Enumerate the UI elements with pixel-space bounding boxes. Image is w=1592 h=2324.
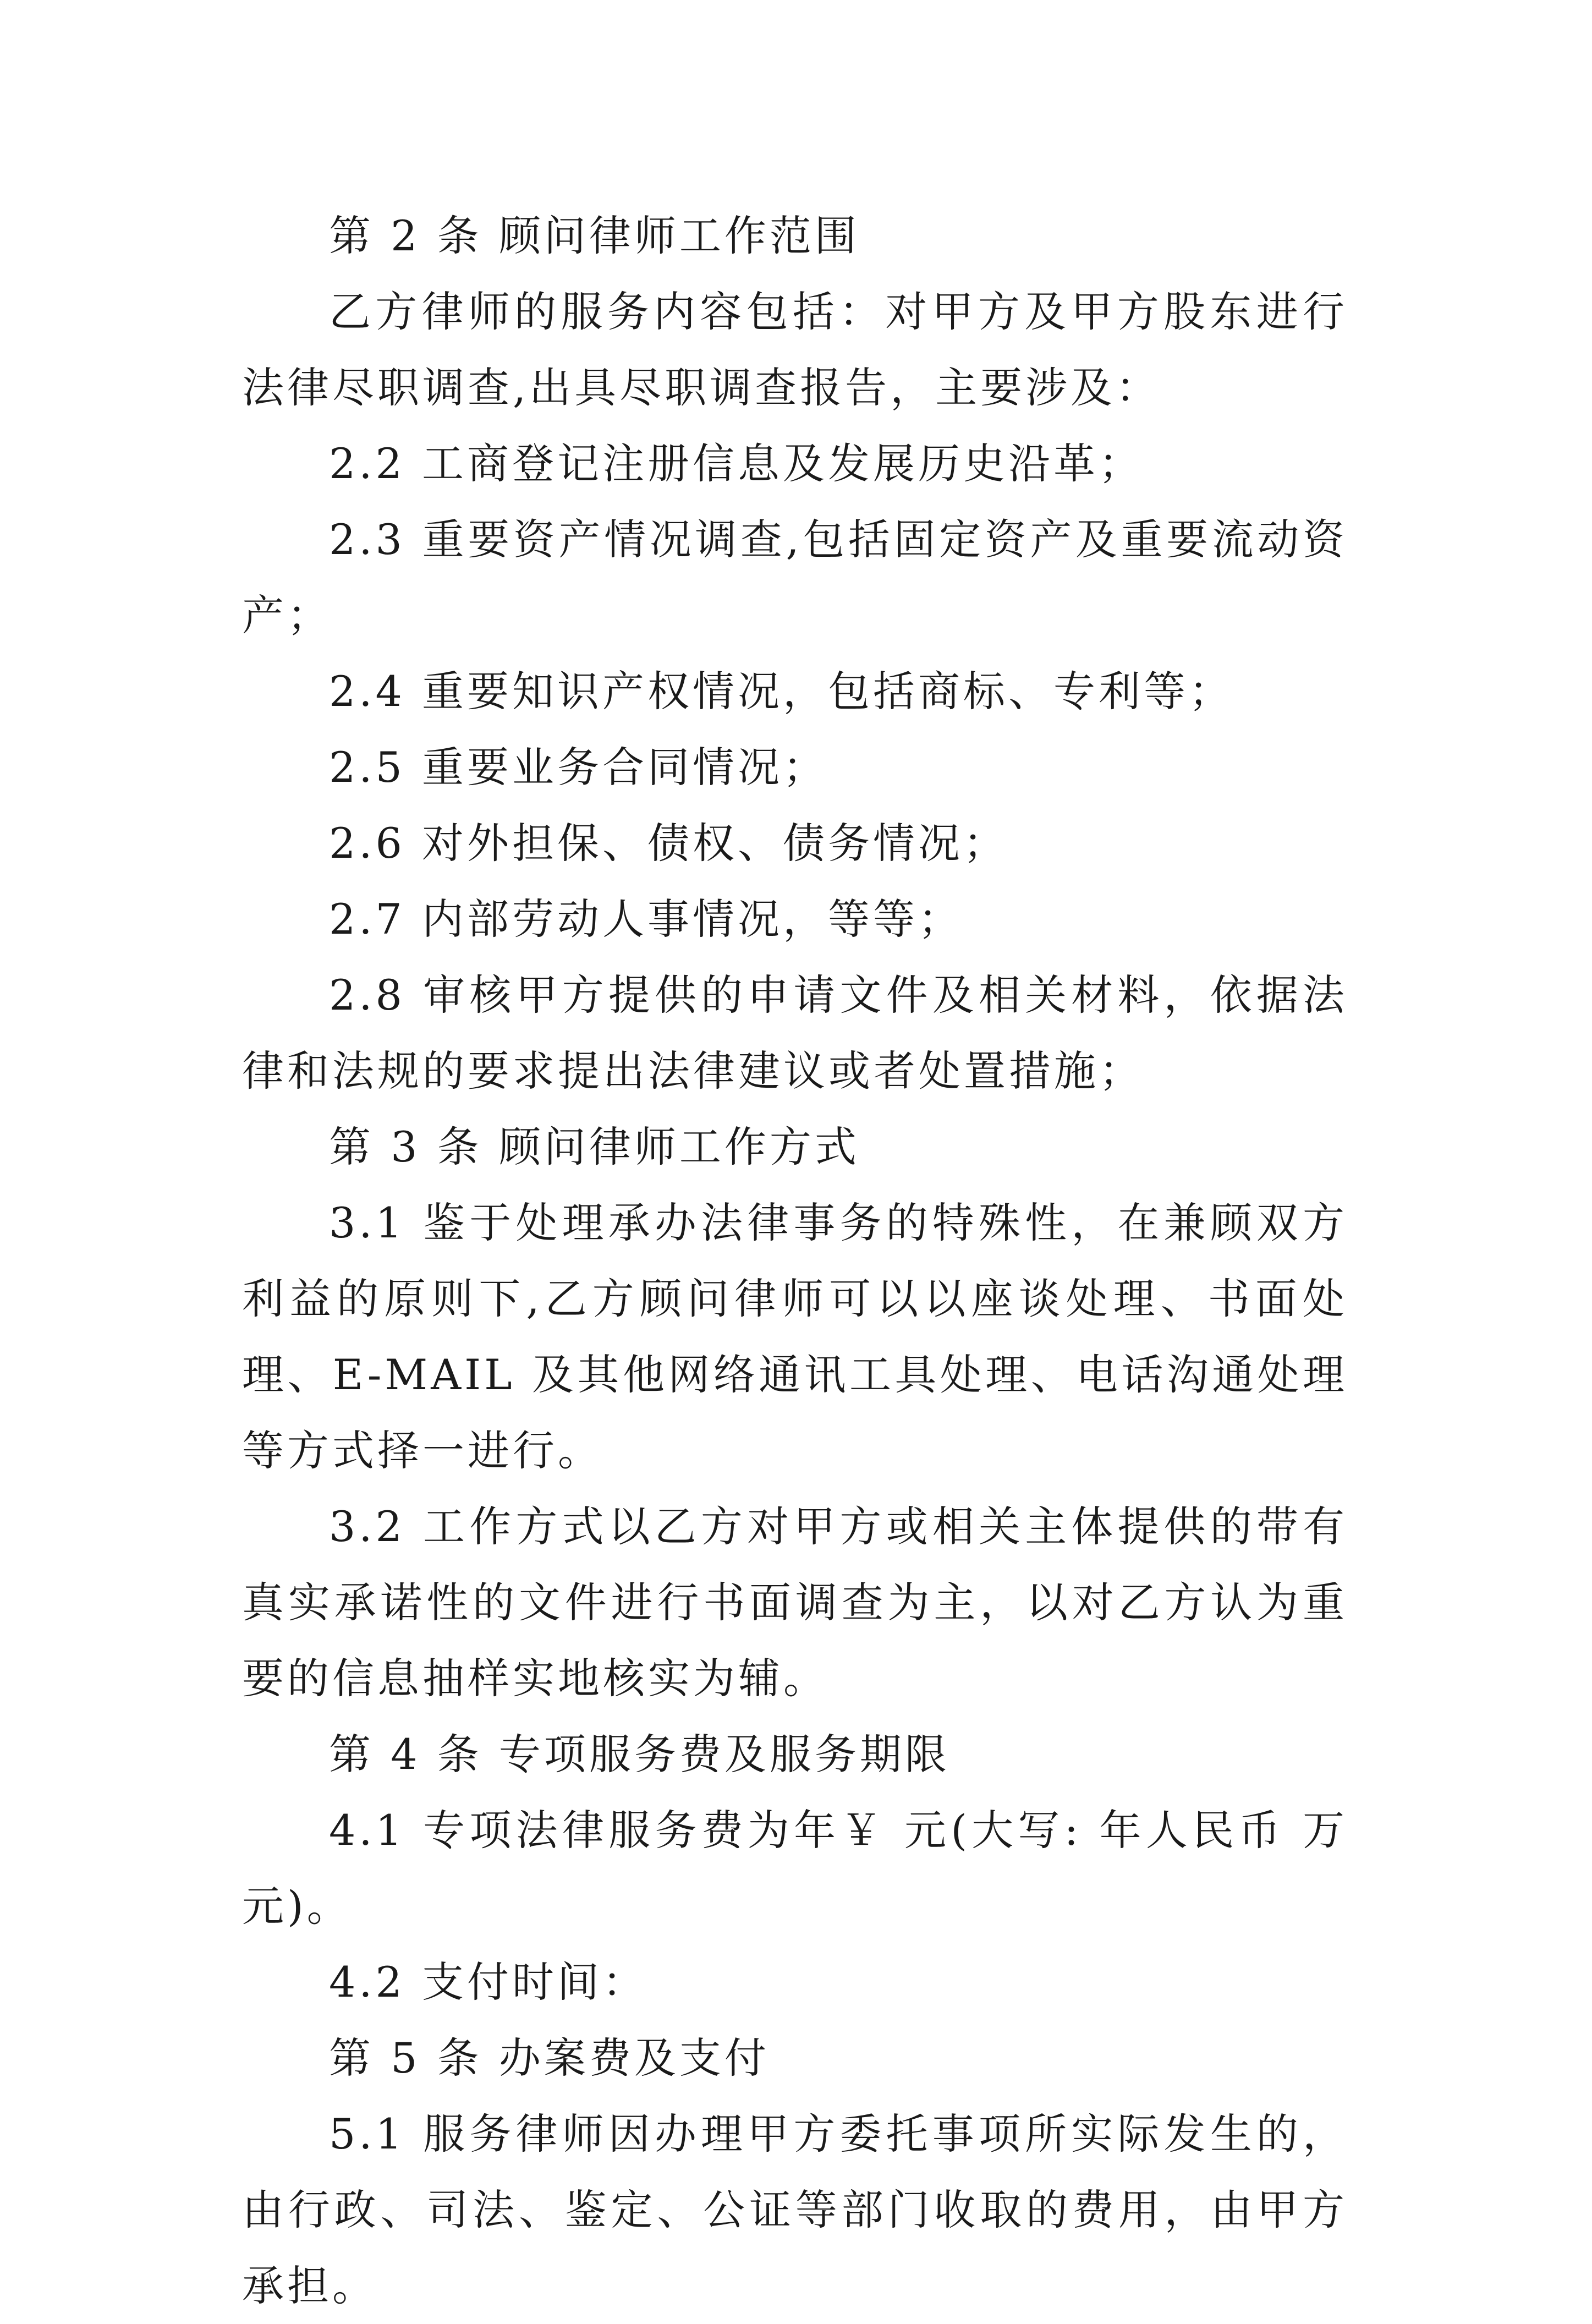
- article-3-heading: 第 3 条 顾问律师工作方式: [329, 1122, 860, 1171]
- clause-2-4: 2.4 重要知识产权情况，包括商标、专利等；: [329, 667, 1234, 716]
- article-2-intro: 乙方律师的服务内容包括：对甲方及甲方股东进行法律尽职调查,出具尽职调查报告，主要涉及：: [242, 287, 1348, 412]
- clause-2-8: 2.8 审核甲方提供的申请文件及相关材料，依据法律和法规的要求提出法律建议或者处置措施；: [242, 971, 1348, 1095]
- clause-2-5: 2.5 重要业务合同情况；: [329, 743, 828, 792]
- clause-3-1: 3.1 鉴于处理承办法律事务的特殊性，在兼顾双方利益的原则下,乙方顾问律师可以以座谈处理、书面处理、E-MAIL 及其他网络通讯工具处理、电话沟通处理等方式择一进行。: [242, 1198, 1348, 1475]
- clause-3-2: 3.2 工作方式以乙方对甲方或相关主体提供的带有真实承诺性的文件进行书面调查为主，以对乙方认为重要的信息抽样实地核实为辅。: [242, 1502, 1348, 1703]
- article-4-heading: 第 4 条 专项服务费及服务期限: [329, 1730, 950, 1779]
- article-5-heading: 第 5 条 办案费及支付: [329, 2034, 770, 2082]
- clause-4-2: 4.2 支付时间：: [329, 1958, 648, 2007]
- clause-4-1: 4.1 专项法律服务费为年￥ 元(大写: 年人民币 万元)。: [242, 1806, 1348, 1931]
- clause-2-6: 2.6 对外担保、债权、债务情况；: [329, 819, 1009, 868]
- clause-5-1: 5.1 服务律师因办理甲方委托事项所实际发生的，由行政、司法、鉴定、公证等部门收取的费用，由甲方承担。: [242, 2109, 1348, 2310]
- clause-2-3: 2.3 重要资产情况调查,包括固定资产及重要流动资产；: [242, 515, 1348, 640]
- clause-2-2: 2.2 工商登记注册信息及发展历史沿革；: [329, 439, 1144, 488]
- article-2-heading: 第 2 条 顾问律师工作范围: [329, 211, 860, 260]
- clause-2-7: 2.7 内部劳动人事情况，等等；: [329, 895, 964, 944]
- document-body: [242, 198, 1348, 2324]
